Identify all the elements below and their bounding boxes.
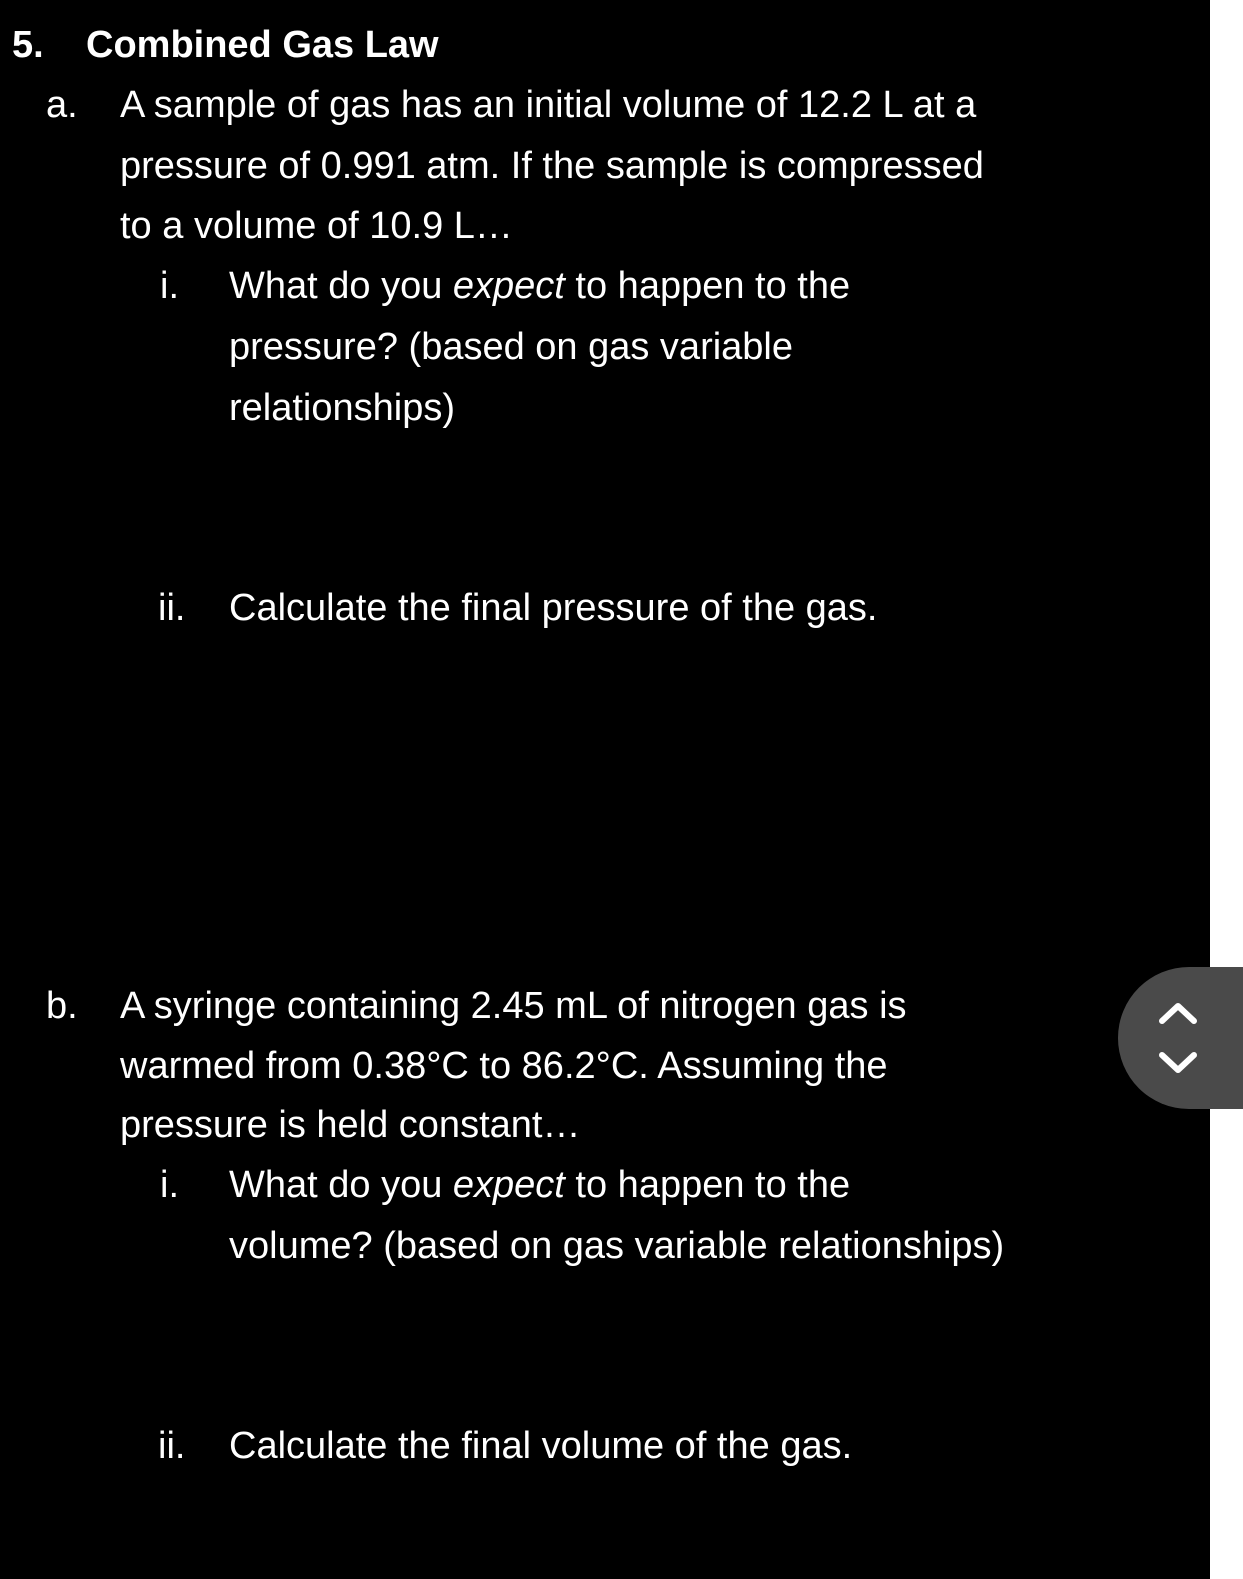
section-number: 5. (12, 24, 44, 66)
chevron-up-icon[interactable] (1156, 999, 1200, 1027)
part-b-q1-line-2: volume? (based on gas variable relationships) (229, 1225, 1005, 1267)
chevron-down-icon[interactable] (1156, 1049, 1200, 1077)
part-a-q1-line-2: pressure? (based on gas variable (229, 326, 794, 368)
part-b-line-1: A syringe containing 2.45 mL of nitrogen gas is (120, 985, 907, 1027)
part-a-q1-line-1: What do you expect to happen to the (229, 265, 851, 307)
part-b-marker: b. (46, 985, 78, 1027)
part-a-q1-marker: i. (160, 265, 179, 307)
part-a-marker: a. (46, 84, 78, 126)
part-a-line-2: pressure of 0.991 atm. If the sample is compressed (120, 145, 984, 187)
part-b-q1-line-1: What do you expect to happen to the (229, 1164, 851, 1206)
part-b-q1-marker: i. (160, 1164, 179, 1206)
part-a-line-3: to a volume of 10.9 L… (120, 205, 513, 247)
section-title: Combined Gas Law (86, 24, 439, 66)
part-b-line-2: warmed from 0.38°C to 86.2°C. Assuming the (120, 1045, 888, 1087)
part-a-q1-line-3: relationships) (229, 387, 455, 429)
part-b-q2-marker: ii. (158, 1425, 186, 1467)
part-a-q2-text: Calculate the final pressure of the gas. (229, 587, 878, 629)
part-a-line-1: A sample of gas has an initial volume of 12.2 L at a (120, 84, 977, 126)
part-b-line-3: pressure is held constant… (120, 1104, 581, 1146)
part-a-q2-marker: ii. (158, 587, 186, 629)
part-b-q2-text: Calculate the final volume of the gas. (229, 1425, 853, 1467)
